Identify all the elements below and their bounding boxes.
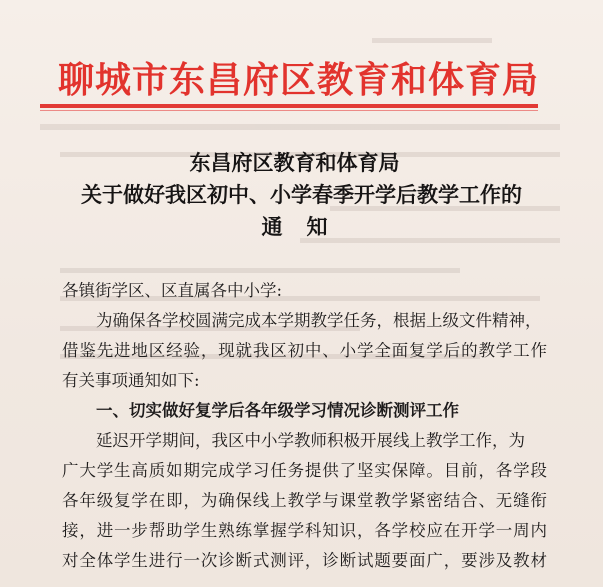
- para2-line4: 接，进一步帮助学生熟练掌握学科知识，各学校应在开学一周内: [62, 521, 547, 540]
- title-line-notice: 通知: [261, 214, 352, 239]
- document-title: [0, 147, 603, 243]
- document-body: [62, 276, 582, 576]
- letterhead-thin-rule: [40, 110, 538, 111]
- salutation: 各镇街学区、区直属各中小学:: [62, 281, 283, 300]
- section1-heading: 一、切实做好复学后各年级学习情况诊断测评工作: [96, 401, 459, 420]
- para1-line3: 有关事项通知如下:: [62, 371, 200, 390]
- para2-line1: 延迟开学期间，我区中小学教师积极开展线上教学工作，为: [96, 431, 525, 450]
- letterhead: [40, 46, 560, 106]
- letterhead-title: 聊城市东昌府区教育和体育局: [58, 59, 540, 101]
- para2-line5: 对全体学生进行一次诊断式测评，诊断试题要面广，要涉及教材: [62, 551, 547, 570]
- letterhead-red-rule: [40, 104, 538, 108]
- para1-line2: 借鉴先进地区经验，现就我区初中、小学全面复学后的教学工作: [62, 341, 547, 360]
- para1-line1: 为确保各学校圆满完成本学期教学任务，根据上级文件精神，: [96, 311, 542, 330]
- title-line-subject: 关于做好我区初中、小学春季开学后教学工作的: [81, 182, 522, 207]
- para2-line3: 各年级复学在即，为确保线上教学与课堂教学紧密结合、无缝衔: [62, 491, 547, 510]
- title-line-issuer: 东昌府区教育和体育局: [189, 150, 400, 175]
- para2-line2: 广大学生高质如期完成学习任务提供了坚实保障。目前，各学段: [62, 461, 547, 480]
